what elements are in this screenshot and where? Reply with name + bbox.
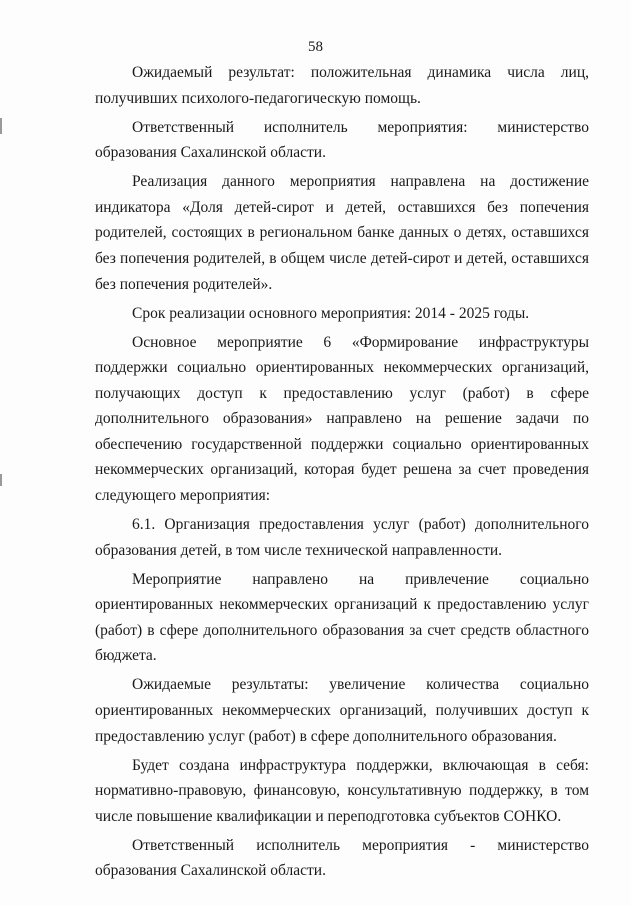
paragraph-expected-result: Ожидаемый результат: положительная динамика числа лиц, получивших психолого-педагогическую помощь. — [95, 64, 589, 107]
paragraph-period: Срок реализации основного мероприятия: 2014 - 2025 годы. — [132, 304, 530, 322]
paragraph-activity-purpose: Мероприятие направлено на привлечение социально ориентированных некоммерческих организаций к предоставлению услуг (работ) в сфере дополнительного образования за счет средств областного бюджета. — [95, 570, 589, 665]
scan-edge-mark — [0, 118, 2, 134]
paragraph-responsible-executor-2: Ответственный исполнитель мероприятия - министерство образования Сахалинской области. — [95, 836, 589, 880]
paragraph-responsible-executor: Ответственный исполнитель мероприятия: министерство образования Сахалинской области. — [95, 118, 589, 162]
paragraph-infrastructure: Будет создана инфраструктура поддержки, включающая в себя: нормативно-правовую, финансовую, консультативную поддержку, в том числе повышение квалификации и переподготовка субъектов СОНКО. — [95, 756, 589, 825]
paragraph-activity-6-1: 6.1. Организация предоставления услуг (работ) дополнительного образования детей, в том числе технической направленности. — [95, 516, 589, 559]
paragraph-indicator: Реализация данного мероприятия направлена на достижение индикатора «Доля детей-сирот и детей, оставшихся без попечения родителей, состоящих в региональном банке данных о детях, оставшихся без попечения родителей, в общем числе детей-сирот и детей, оставшихся без попечения родителей». — [95, 173, 589, 293]
document-body — [95, 60, 589, 887]
paragraph-expected-results: Ожидаемые результаты: увеличение количества социально ориентированных некоммерческих организаций, получивших доступ к предоставлению услуг (работ) в сфере дополнительного образования. — [95, 676, 589, 745]
paragraph-main-activity-6: Основное мероприятие 6 «Формирование инфраструктуры поддержки социально ориентированных некоммерческих организаций, получающих доступ к предоставлению услуг (работ) в сфере дополнительного образования» направлено на решение задачи по обеспечению государственной поддержки социально ориентированных некоммерческих организаций, которая будет решена за счет проведения следующего мероприятия: — [95, 333, 589, 505]
scan-edge-mark — [0, 474, 2, 486]
page-number: 58 — [308, 39, 323, 55]
